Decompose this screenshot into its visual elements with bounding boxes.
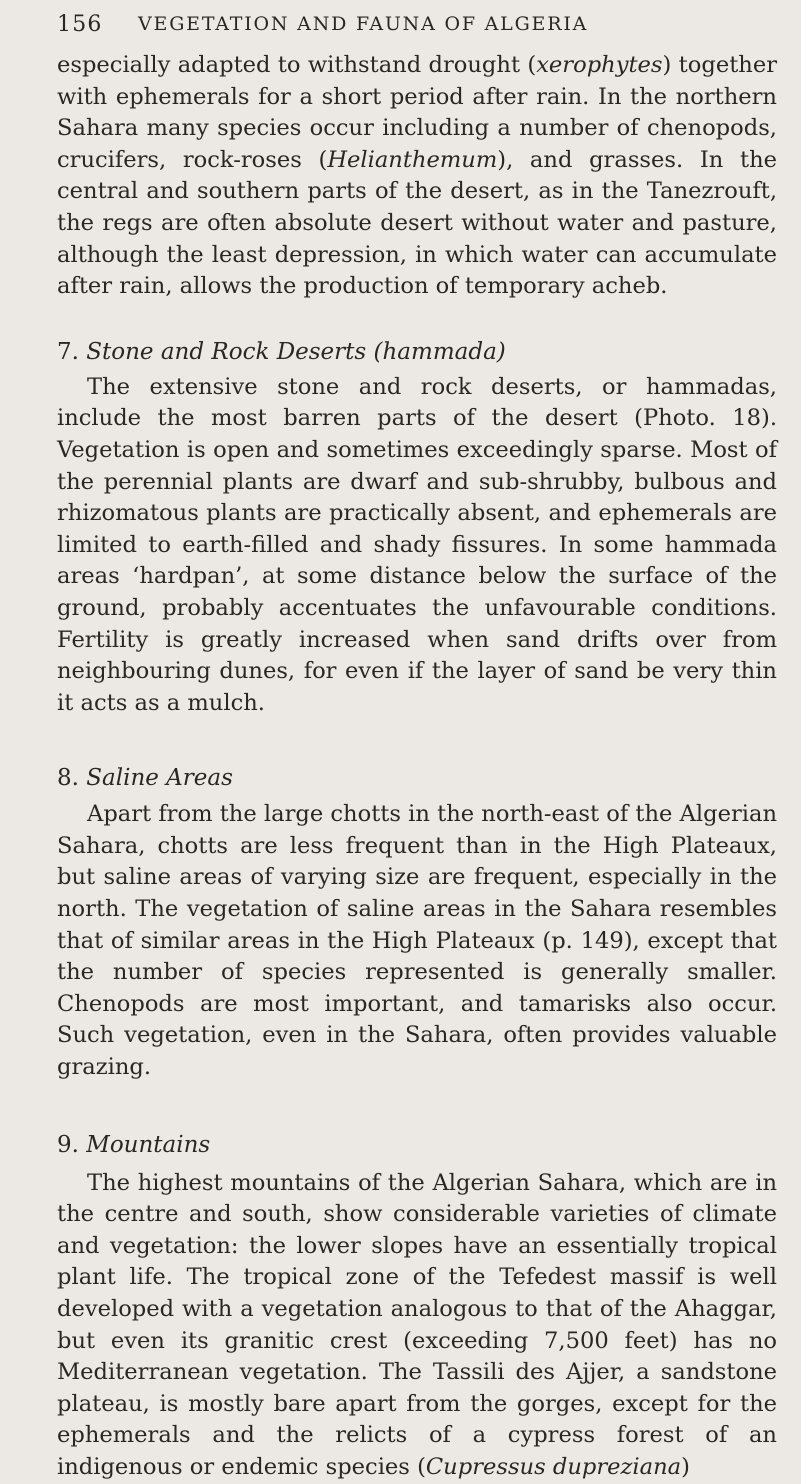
section-8-paragraph: Apart from the large chotts in the north-east of the Algerian Sahara, chotts are less frequent than in the High Plateaux, but saline areas of varying size are frequent, especially in the north. The vegetation of saline areas in the Sahara resembles that of similar areas in the High Plateaux (p. 149), except that the number of species represented is generally smaller. Chenopods are most important, and tamarisks also occur. Such vegetation, even in the Sahara, often provides valuable grazing.	[57, 801, 777, 1081]
intro-text-3: ), and grasses. In the central and southern parts of the desert, as in the Tanezrouft, the regs are often absolute desert without water and pasture, although the least depression, in which water can accumulate after rain, allows the production of temporary acheb.	[57, 146, 777, 300]
section-heading-7	[57, 337, 777, 367]
section-9-text-1: The highest mountains of the Algerian Sahara, which are in the centre and south, show considerable varieties of climate and vegetation: the lower slopes have an essentially tropical plant life. The tropical zone of the Tefedest massif is well developed with a vegetation analogous to that of the Ahaggar, but even its granitic crest (exceeding 7,500 feet) has no Mediterranean vegetation. The Tassili des Ajjer, a sandstone plateau, is mostly bare apart from the gorges, except for the ephemerals and the relicts of a cypress forest of an indigenous or endemic species (	[57, 1169, 777, 1480]
intro-italic-helianthemum: Helianthemum	[327, 146, 498, 173]
section-number: 7.	[57, 338, 79, 365]
section-number: 9.	[57, 1131, 79, 1158]
running-title: VEGETATION AND FAUNA OF ALGERIA	[138, 13, 589, 35]
intro-text-1: especially adapted to withstand drought (	[57, 52, 537, 78]
section-9-text-2: )	[681, 1453, 690, 1480]
section-title: Stone and Rock Deserts (hammada)	[86, 338, 506, 365]
section-9-paragraph	[57, 1168, 777, 1484]
section-7-paragraph: The extensive stone and rock deserts, or hammadas, include the most barren parts of the desert (Photo. 18). Vegetation is open and sometimes exceedingly sparse. Most of the perennial plants are dwarf and sub-shrubby, bulbous and rhizomatous plants are practically absent, and ephemerals are limited to earth-filled and shady fissures. In some hammada areas ‘hardpan’, at some distance below the surface of the ground, probably accentuates the unfavourable conditions. Fertility is greatly increased when sand drifts over from neighbouring dunes, for even if the layer of sand be very thin it acts as a mulch.	[57, 373, 777, 716]
page-number: 156	[57, 12, 103, 37]
intro-italic-xerophytes: xerophytes	[536, 52, 663, 78]
section-title: Mountains	[86, 1131, 211, 1158]
section-number: 8.	[57, 765, 79, 792]
section-heading-8	[57, 763, 777, 793]
intro-text-2: ) together with ephemerals for a short period after rain. In the northern Sahara many species occur including a number of chenopods, crucifers, rock-roses (	[57, 52, 777, 173]
section-9-italic-species: Cupressus dupreziana	[425, 1453, 682, 1480]
running-head	[57, 0, 777, 46]
intro-paragraph	[57, 50, 777, 303]
section-heading-9	[57, 1130, 777, 1160]
section-title: Saline Areas	[86, 765, 233, 792]
